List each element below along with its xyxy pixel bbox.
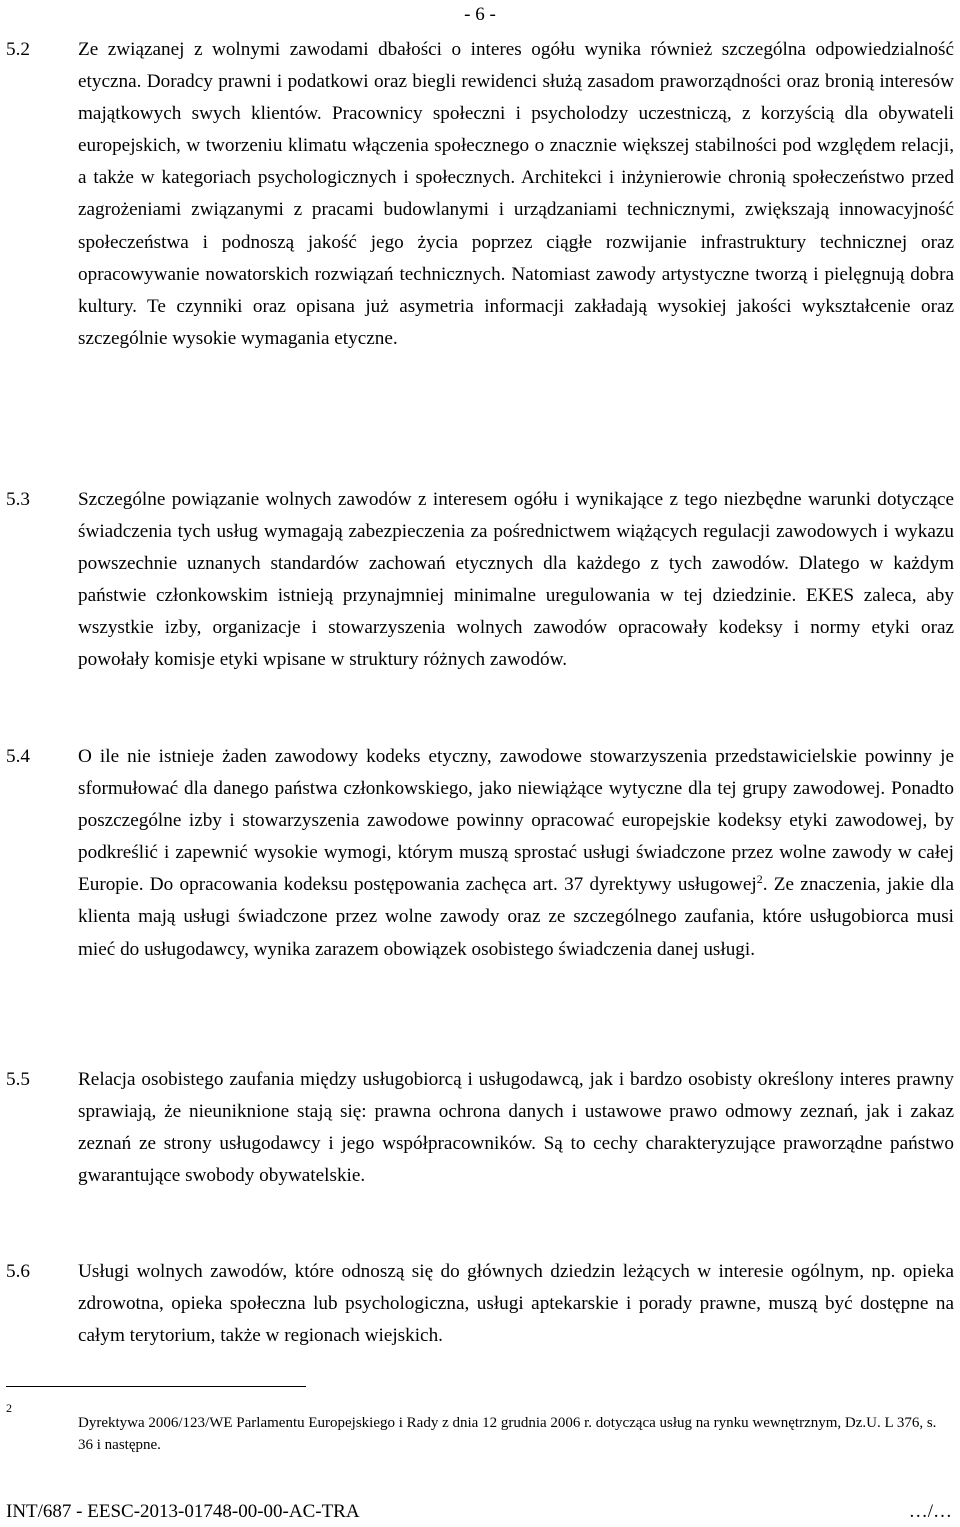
section-5-5 — [6, 1064, 954, 1192]
page-number: - 6 - — [464, 4, 496, 25]
section-text-before-footnote: O ile nie istnieje żaden zawodowy kodeks etyczny, zawodowe stowarzyszenia przedstawicielskie powinny je sformułować dla danego państwa członkowskiego, jako niewiążące wytyczne dla tej grupy zawodowej. Ponadto poszczególne izby i stowarzyszenia zawodowe powinny opracować europejskie kodeksy etyki zawodowej, by podkreślić i zapewnić wysokie wymogi, którym muszą sprostać usługi świadczone przez wolne zawody w całej Europie. Do opracowania kodeksu postępowania zachęca art. 37 dyrektywy usługowej — [78, 746, 954, 896]
section-5-6 — [6, 1256, 954, 1352]
section-text — [78, 741, 954, 966]
document-reference: INT/687 - EESC-2013-01748-00-00-AC-TRA — [6, 1501, 360, 1522]
section-5-2 — [6, 34, 954, 355]
section-number: 5.2 — [6, 39, 30, 60]
section-text: Usługi wolnych zawodów, które odnoszą się do głównych dziedzin leżących w interesie ogólnym, np. opieka zdrowotna, opieka społeczna lub psychologiczna, usługi aptekarskie i porady prawne, muszą być dostępne na całym terytorium, także w regionach wiejskich. — [78, 1261, 954, 1347]
footnote-text: Dyrektywa 2006/123/WE Parlamentu Europejskiego i Rady z dnia 12 grudnia 2006 r. dotycząca usług na rynku wewnętrznym, Dz.U. L 376, s. 36 i następne. — [78, 1415, 937, 1453]
footnote-divider — [6, 1386, 306, 1387]
section-text-after-footnote: . Ze znaczenia, jakie dla klienta mają usługi świadczone przez wolne zawody oraz ze szczególnego zaufania, które usługobiorca musi mieć do usługodawcy, wynika zarazem obowiązek osobistego świadczenia danej usługi. — [78, 874, 954, 960]
section-text: Szczególne powiązanie wolnych zawodów z interesem ogółu i wynikające z tego niezbędne warunki dotyczące świadczenia tych usług wymagają zabezpieczenia za pośrednictwem wiążących regulacji zawodowych i wykazu powszechnie uznanych standardów zachowań etycznych dla każdego z tych zawodów. Dlatego w każdym państwie członkowskim istnieją przynajmniej minimalne uregulowania w tej dziedzinie. EKES zaleca, aby wszystkie izby, organizacje i stowarzyszenia wolnych zawodów opracowały kodeksy i normy etyki oraz powołały komisje etyki wpisane w struktury różnych zawodów. — [78, 489, 954, 671]
footnote-marker: 2 — [6, 1401, 12, 1415]
section-5-4 — [6, 741, 954, 966]
section-number: 5.6 — [6, 1261, 30, 1282]
section-number: 5.4 — [6, 746, 30, 767]
continuation-marker: …/… — [908, 1501, 952, 1522]
footnote-reference[interactable]: 2 — [756, 872, 763, 887]
section-text: Ze związanej z wolnymi zawodami dbałości o interes ogółu wynika również szczególna odpowiedzialność etyczna. Doradcy prawni i podatkowi oraz biegli rewidenci służą zasadom praworządności oraz bronią interesów majątkowych swych klientów. Pracownicy społeczni i psycholodzy uczestniczą, z korzyścią dla obywateli europejskich, w tworzeniu klimatu włączenia społecznego o znacznie większej stabilności pod względem relacji, a także w kategoriach psychologicznych i społecznych. Architekci i inżynierowie chronią społeczeństwo przed zagrożeniami związanymi z pracami budowlanymi i urządzaniami technicznymi, zwiększają innowacyjność społeczeństwa i podnoszą jakość jego życia poprzez ciągłe rozwijanie infrastruktury technicznej oraz opracowywanie nowatorskich rozwiązań technicznych. Natomiast zawody artystyczne tworzą i pielęgnują dobra kultury. Te czynniki oraz opisana już asymetria informacji zakładają wysokiej jakości wykształcenie oraz szczególnie wysokie wymagania etyczne. — [78, 39, 954, 349]
section-5-3 — [6, 484, 954, 677]
section-text: Relacja osobistego zaufania między usługobiorcą i usługodawcą, jak i bardzo osobisty określony interes prawny sprawiają, że nieuniknione stają się: prawna ochrona danych i ustawowe prawo odmowy zeznań, jak i zakaz zeznań ze strony usługodawcy i jego współpracowników. Są to cechy charakteryzujące praworządne państwo gwarantujące swobody obywatelskie. — [78, 1069, 954, 1187]
section-number: 5.3 — [6, 489, 30, 510]
section-number: 5.5 — [6, 1069, 30, 1090]
